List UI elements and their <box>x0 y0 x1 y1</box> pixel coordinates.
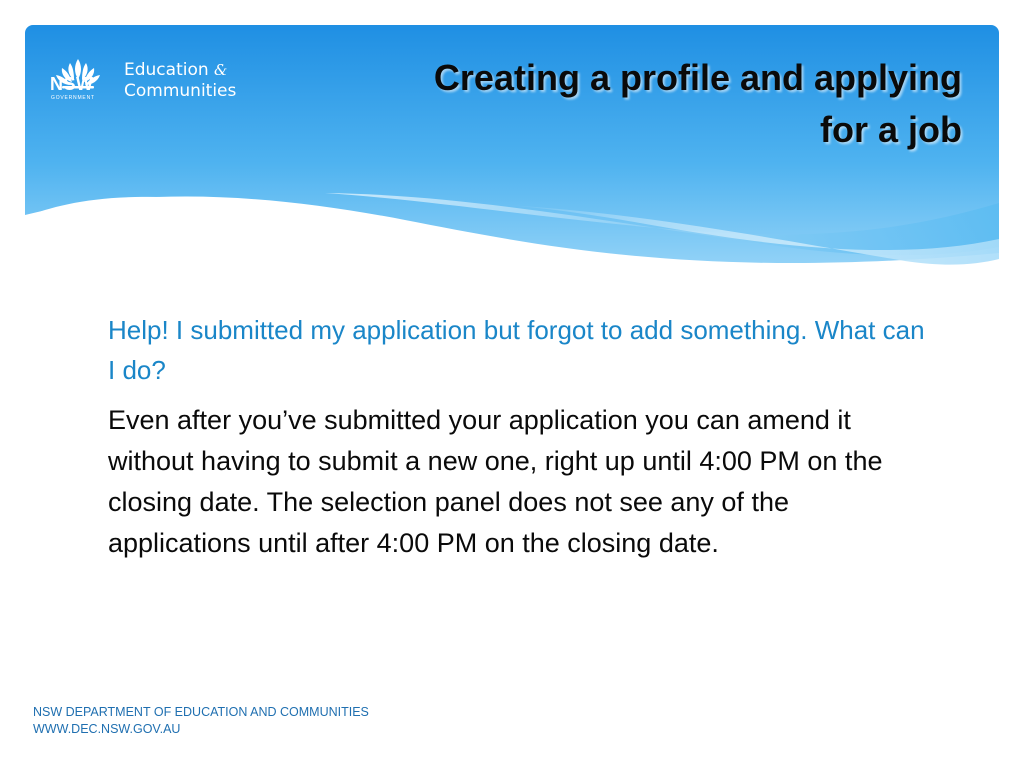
nsw-education-logo <box>48 42 268 106</box>
slide-title: Creating a profile and applying for a job <box>433 57 962 150</box>
logo-org-ampersand: & <box>214 61 228 79</box>
faq-answer: Even after you’ve submitted your application you can amend it without having to submit a new one, right up until 4:00 PM on the closing date. The selection panel does not see any of the applications until after 4:00 PM on the closing date. <box>108 405 883 558</box>
logo-org-name <box>124 60 236 102</box>
footer-website: WWW.DEC.NSW.GOV.AU <box>33 722 181 736</box>
logo-org-line1: Education <box>124 60 209 80</box>
footer-department: NSW DEPARTMENT OF EDUCATION AND COMMUNITIES <box>33 705 369 719</box>
logo-org-line2: Communities <box>124 81 237 101</box>
footer <box>33 704 369 738</box>
faq-question: Help! I submitted my application but forgot to add something. What can I do? <box>108 315 925 385</box>
logo-government-text: GOVERNMENT <box>51 95 95 101</box>
logo-nsw-text: NSW <box>50 74 94 94</box>
slide-content <box>108 310 928 564</box>
